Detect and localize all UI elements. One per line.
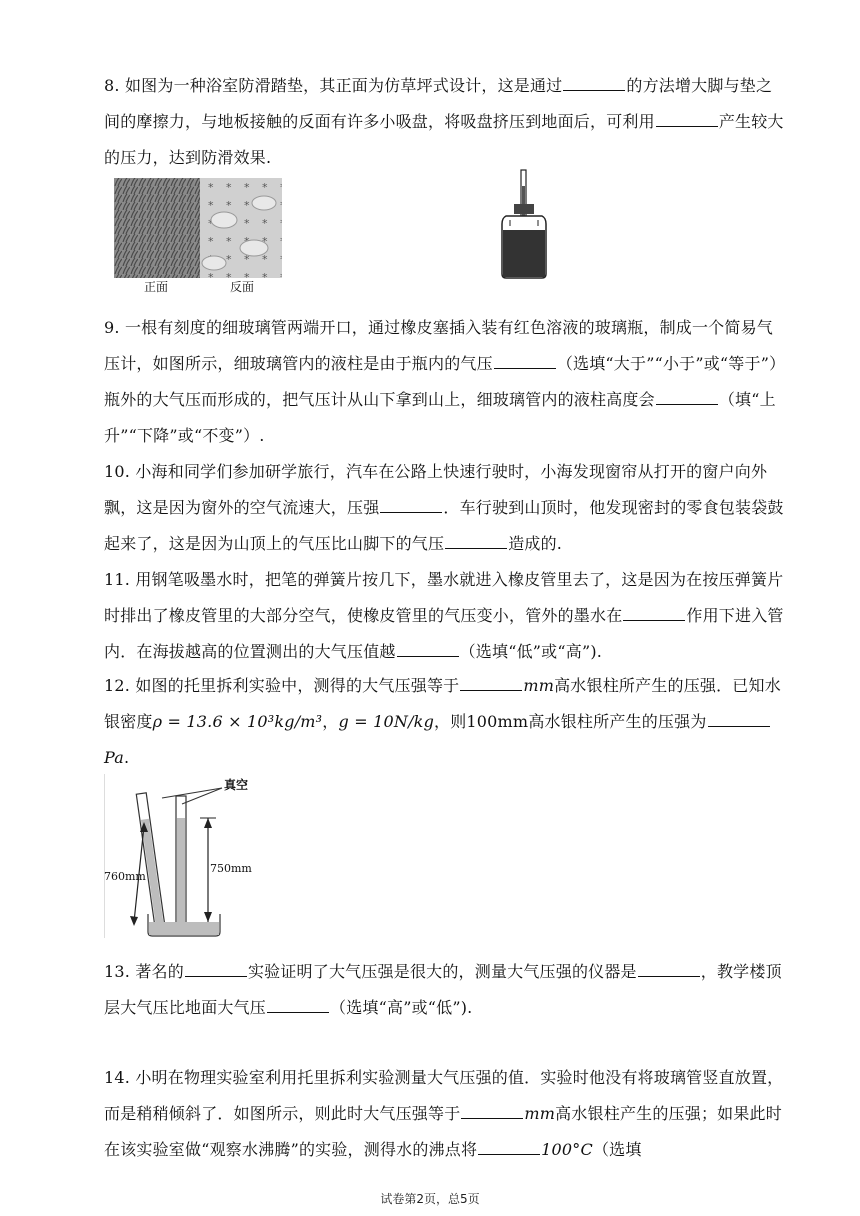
question-number: 13. <box>104 962 131 981</box>
question-13: 13. 著名的 实验证明了大气压强是很大的，测量大气压强的仪器是 ，教学楼顶层大气压比地面大气压 （选填“高”或“低”). <box>104 954 784 1026</box>
answer-blank[interactable] <box>380 494 442 513</box>
answer-blank[interactable] <box>397 638 459 657</box>
answer-blank[interactable] <box>638 958 700 977</box>
answer-blank[interactable] <box>267 994 329 1013</box>
question-number: 9. <box>104 318 120 337</box>
question-number: 11. <box>104 570 131 589</box>
answer-blank[interactable] <box>656 386 718 405</box>
question-8: 8. 如图为一种浴室防滑踏垫，其正面为仿草坪式设计，这是通过 的方法增大脚与垫之间的摩擦力，与地板接触的反面有许多小吸盘，将吸盘挤压到地面后，可利用 产生较大的压力，达到防滑效果. <box>104 68 784 176</box>
figure-torricelli <box>104 774 264 938</box>
back-label: 反面 <box>230 280 255 294</box>
figure-barometer <box>494 168 554 280</box>
barometer-drawing <box>494 168 554 280</box>
front-label: 正面 <box>144 280 169 294</box>
answer-blank[interactable] <box>623 602 685 621</box>
length-760-label: 760mm <box>104 870 146 883</box>
answer-blank[interactable] <box>563 72 625 91</box>
figure-anti-slip-mat <box>114 178 282 296</box>
answer-blank[interactable] <box>494 350 556 369</box>
height-750-label: 750mm <box>210 862 252 875</box>
question-number: 10. <box>104 462 131 481</box>
question-11: 11. 用钢笔吸墨水时，把笔的弹簧片按几下，墨水就进入橡皮管里去了，这是因为在按压弹簧片时排出了橡皮管里的大部分空气，使橡皮管里的气压变小，管外的墨水在 作用下进入管内．在海拔越高的位置测出的大气压值越 （选填“低”或“高”). <box>104 570 784 661</box>
question-9: 9. 一根有刻度的细玻璃管两端开口，通过橡皮塞插入装有红色溶液的玻璃瓶，制成一个简易气压计，如图所示，细玻璃管内的液柱是由于瓶内的气压 （选填“大于”“小于”或“等于”）瓶外的大气压而形成的，把气压计从山下拿到山上，细玻璃管内的液柱高度会 （填“上升”“下降”或“不变”）. <box>104 318 778 445</box>
page-footer: 试卷第2页，总5页 <box>380 1192 480 1206</box>
answer-blank[interactable] <box>708 708 770 727</box>
answer-blank[interactable] <box>478 1136 540 1155</box>
torricelli-drawing <box>104 774 264 938</box>
question-number: 8. <box>104 76 120 95</box>
answer-blank[interactable] <box>185 958 247 977</box>
question-14: 14. 小明在物理实验室利用托里拆利实验测量大气压强的值．实验时他没有将玻璃管竖直放置，而是稍稍倾斜了．如图所示，则此时大气压强等于 mm高水银柱产生的压强；如果此时在该实验室做“观察水沸腾”的实验，测得水的沸点将 100°C（选填 <box>104 1068 784 1159</box>
answer-blank[interactable] <box>445 530 507 549</box>
question-number: 14. <box>104 1068 131 1087</box>
answer-blank[interactable] <box>460 672 522 691</box>
question-12: 12. 如图的托里拆利实验中，测得的大气压强等于 mm高水银柱所产生的压强．已知水银密度ρ = 13.6 × 10³kg/m³，g = 10N/kg，则100mm高水银柱所产生的压强为Pa. <box>104 668 784 776</box>
vacuum-label: 真空 <box>224 778 249 792</box>
question-number: 12. <box>104 676 131 695</box>
question-10: 10. 小海和同学们参加研学旅行，汽车在公路上快速行驶时，小海发现窗帘从打开的窗户向外飘，这是因为窗外的空气流速大，压强 ．车行驶到山顶时，他发现密封的零食包装袋鼓起来了，这是因为山顶上的气压比山脚下的气压 造成的. <box>104 462 784 553</box>
mat-photo <box>114 178 282 278</box>
answer-blank[interactable] <box>656 108 718 127</box>
answer-blank[interactable] <box>461 1100 523 1119</box>
